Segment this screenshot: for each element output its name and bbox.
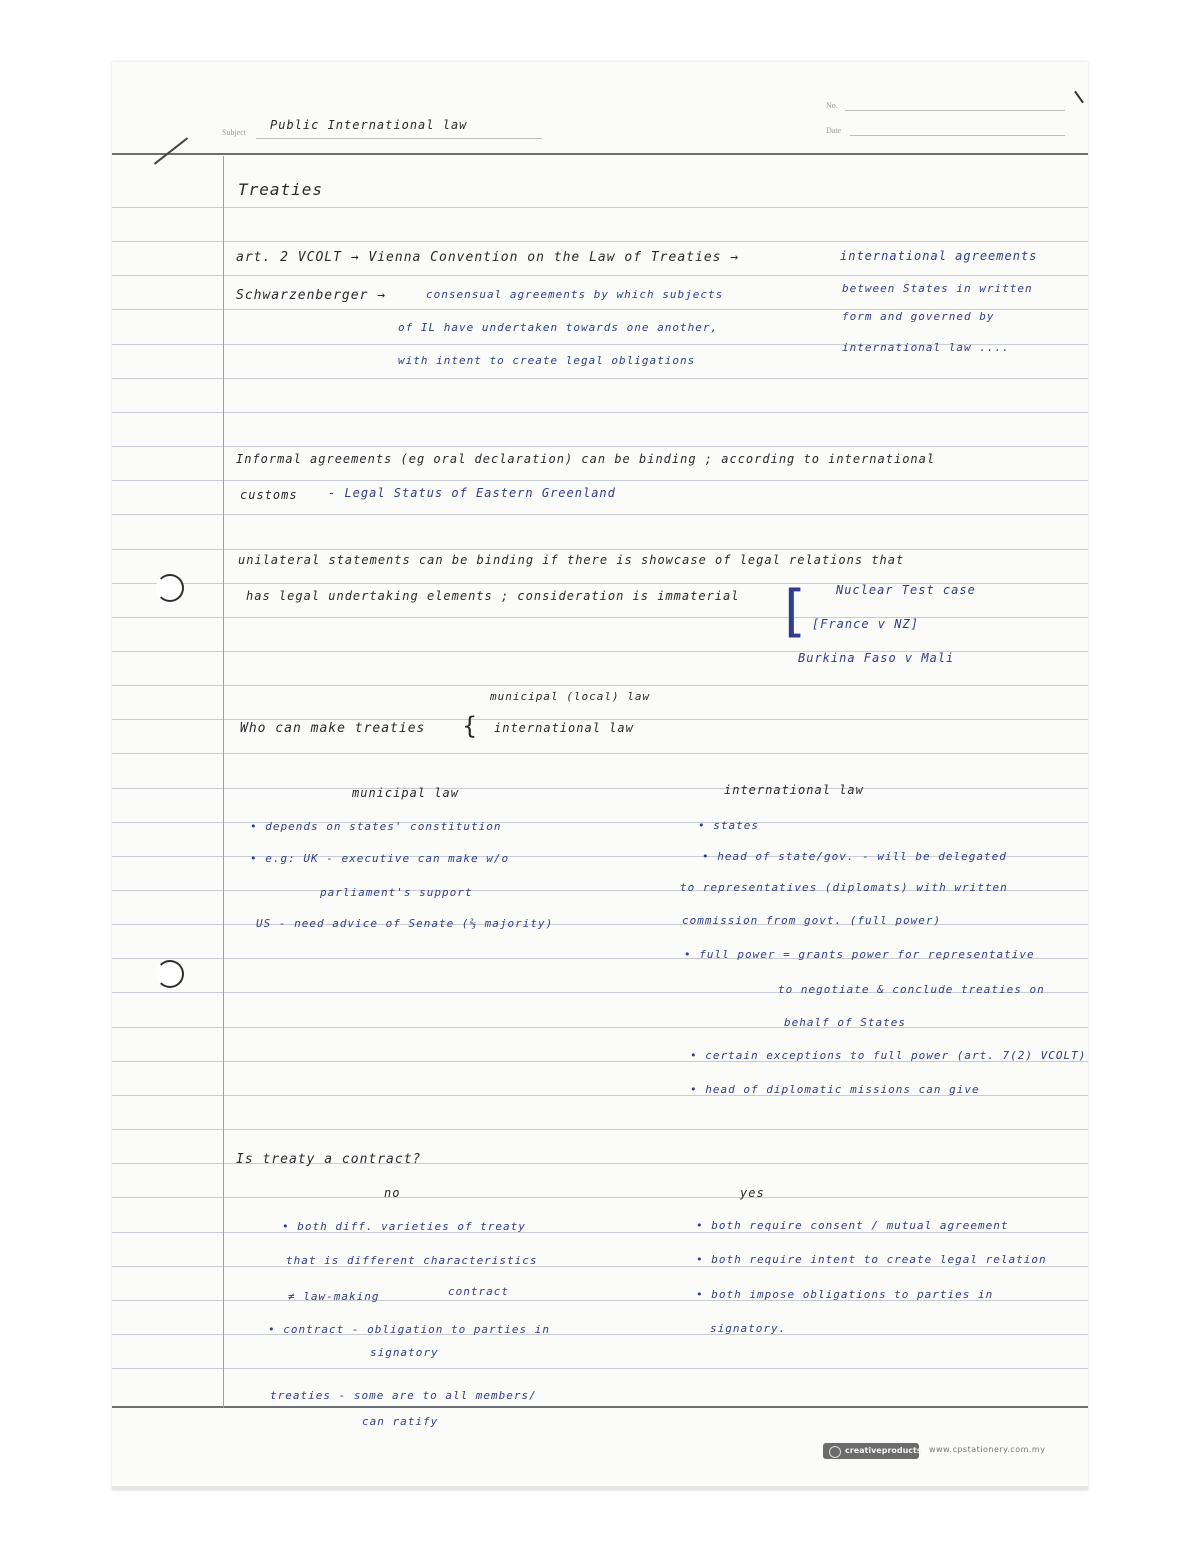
- international-item-9: • head of diplomatic missions can give: [690, 1083, 980, 1096]
- contract-yes-heading: yes: [740, 1186, 765, 1200]
- international-heading: international law: [724, 783, 864, 797]
- ruled-line: [112, 1027, 1088, 1028]
- unilateral-line-2: has legal undertaking elements ; consideration is immaterial: [246, 589, 740, 603]
- ruled-line: [112, 1334, 1088, 1335]
- option-international: international law: [494, 721, 634, 735]
- schwarzenberger-line-3: with intent to create legal obligations: [398, 354, 696, 367]
- international-item-6: to negotiate & conclude treaties on: [778, 983, 1045, 996]
- municipal-item-3: parliament's support: [320, 886, 473, 899]
- subject-label: Subject: [222, 128, 246, 137]
- cases-bracket: [: [784, 579, 806, 644]
- ruled-line: [112, 617, 1088, 618]
- ruled-line: [112, 446, 1088, 447]
- informal-customs: customs: [240, 488, 298, 502]
- date-underline: [850, 135, 1065, 136]
- ruled-line: [112, 1232, 1088, 1233]
- ruled-line: [112, 207, 1088, 208]
- yes-item-3: • both impose obligations to parties in: [696, 1288, 994, 1301]
- ruled-line: [112, 685, 1088, 686]
- yes-item-2: • both require intent to create legal relation: [696, 1253, 1047, 1266]
- international-item-4: commission from govt. (full power): [682, 914, 942, 927]
- case-france-nz: [France v NZ]: [812, 617, 919, 631]
- unilateral-line-1: unilateral statements can be binding if there is showcase of legal relations that: [238, 553, 905, 567]
- ruled-line: [112, 412, 1088, 413]
- art2-definition-4: international law ....: [842, 341, 1010, 354]
- municipal-item-2: • e.g: UK - executive can make w/o: [250, 852, 510, 865]
- schwarzenberger-name: Schwarzenberger →: [236, 288, 387, 303]
- contract-no-heading: no: [384, 1186, 401, 1200]
- brand-url: www.cpstationery.com.my: [929, 1445, 1046, 1454]
- international-item-8: • certain exceptions to full power (art. 7(2) VCOLT): [690, 1049, 1087, 1062]
- international-item-5: • full power = grants power for representative: [684, 948, 1035, 961]
- ruled-line: [112, 241, 1088, 242]
- art2-definition-2: between States in written: [842, 282, 1033, 295]
- no-item-7: treaties - some are to all members/: [270, 1389, 537, 1402]
- footer-rule: [112, 1406, 1088, 1408]
- no-label: No.: [826, 101, 838, 110]
- no-item-1: • both diff. varieties of treaty: [282, 1220, 526, 1233]
- case-nuclear-test: Nuclear Test case: [836, 583, 976, 597]
- who-brace: {: [462, 712, 478, 740]
- no-item-2: that is different characteristics: [286, 1254, 538, 1267]
- contract-question: Is treaty a contract?: [236, 1152, 422, 1167]
- notebook-page: [112, 62, 1088, 1490]
- ruled-line: [112, 788, 1088, 789]
- international-item-3: to representatives (diplomats) with written: [680, 881, 1008, 894]
- header-rule: [112, 153, 1088, 155]
- no-underline: [845, 110, 1065, 111]
- international-item-7: behalf of States: [784, 1016, 906, 1029]
- ruled-line: [112, 275, 1088, 276]
- ruled-line: [112, 549, 1088, 550]
- ruled-line: [112, 378, 1088, 379]
- municipal-heading: municipal law: [352, 786, 459, 800]
- option-municipal: municipal (local) law: [490, 690, 651, 703]
- municipal-item-4: US - need advice of Senate (⅔ majority): [256, 917, 554, 930]
- no-item-3: ≠ law-making: [288, 1290, 380, 1303]
- brand-name: creativeproducts: [845, 1446, 922, 1455]
- art2-lead: art. 2 VCOLT → Vienna Convention on the Law of Treaties →: [236, 250, 740, 265]
- ruled-line: [112, 719, 1088, 720]
- no-item-5: • contract - obligation to parties in: [268, 1323, 551, 1336]
- ruled-line: [112, 1266, 1088, 1267]
- informal-line-1: Informal agreements (eg oral declaration) can be binding ; according to international: [236, 452, 936, 466]
- binder-hole-top: [156, 574, 184, 602]
- page-edge: [112, 1486, 1088, 1490]
- schwarzenberger-line-2: of IL have undertaken towards one another,: [398, 321, 719, 334]
- brand-mark-icon: [829, 1446, 841, 1458]
- schwarzenberger-line-1: consensual agreements by which subjects: [426, 288, 724, 301]
- who-question: Who can make treaties: [240, 721, 426, 736]
- subject-underline: [256, 138, 542, 139]
- margin-line: [223, 156, 224, 1408]
- informal-case: - Legal Status of Eastern Greenland: [328, 486, 616, 500]
- binder-hole-bottom: [156, 960, 184, 988]
- date-label: Date: [826, 126, 842, 135]
- subject-value: Public International law: [270, 118, 468, 132]
- ruled-line: [112, 1197, 1088, 1198]
- no-item-6: signatory: [370, 1346, 439, 1359]
- brand-logo: [823, 1443, 922, 1459]
- ruled-line: [112, 514, 1088, 515]
- page-title: Treaties: [238, 180, 324, 199]
- yes-item-4: signatory.: [710, 1322, 787, 1335]
- municipal-item-1: • depends on states' constitution: [250, 820, 502, 833]
- yes-item-1: • both require consent / mutual agreement: [696, 1219, 1009, 1232]
- no-item-8: can ratify: [362, 1415, 439, 1428]
- art2-definition-3: form and governed by: [842, 310, 995, 323]
- ruled-line: [112, 1129, 1088, 1130]
- art2-definition-1: international agreements: [840, 249, 1038, 263]
- international-item-2: • head of state/gov. - will be delegated: [702, 850, 1007, 863]
- no-item-4: contract: [448, 1285, 509, 1298]
- international-item-1: • states: [698, 819, 759, 832]
- case-burkina-mali: Burkina Faso v Mali: [798, 651, 955, 665]
- ruled-line: [112, 480, 1088, 481]
- ruled-line: [112, 1368, 1088, 1369]
- ruled-line: [112, 753, 1088, 754]
